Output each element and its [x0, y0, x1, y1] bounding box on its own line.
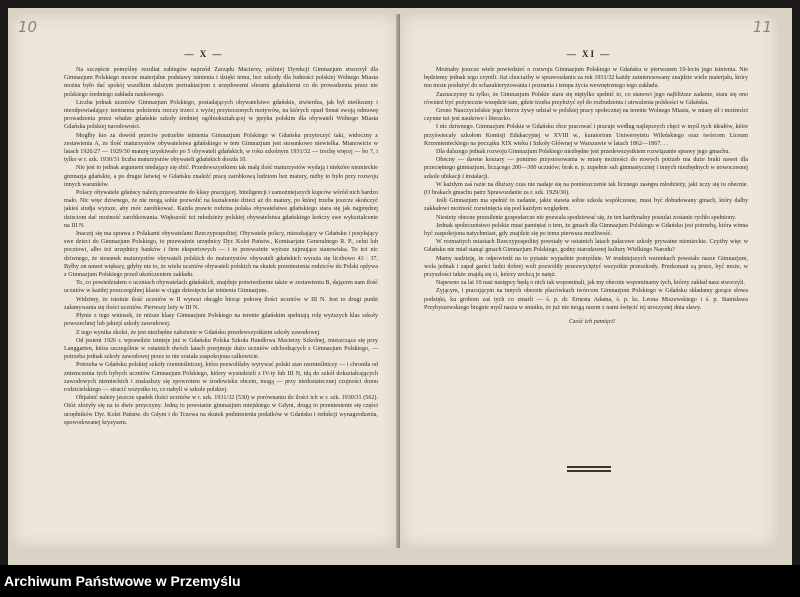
left-page — [10, 14, 398, 548]
paragraph: Niestety obecne przesilenie gospodarcze nie pozwala spodziewać się, że ten kardynalny postulat zostanie rychło spełniony. — [436, 214, 737, 221]
paragraph: Od jesieni 1926 r. wprawdzie istnieje już w Gdańsku Polska Szkoła Handlowa Macierzy Szkolnej, mieszcząca się przy Langgarten, która szczególnie w ostatnich dwóch latach przejmuje dużo uczniów odchodzących z Gimnazjum Polskiego, — potrzeba jednak szkoły zawodowej przez to nie została zaspokojona całkowicie. — [64, 337, 378, 361]
archive-footer — [0, 565, 800, 597]
paragraph: Z tego wynika zkolei, że jest niezbędne założenie w Gdańsku przedewszystkiem szkoły zawodowej. — [76, 329, 321, 336]
paragraph: Grono Nauczycielskie jego bierze żywy udział w polskiej pracy społecznej na terenie Wolnego Miasta, w miarę sił i możności czynne też jest naukowo i literacko. — [424, 108, 748, 123]
paragraph: Potrzeba w Gdańsku polskiej szkoły rzemieślniczej, która pozwoliłaby wyrywać polski stan rzemieślniczy — i chroniła od zniemczenia tych bybych uczniów Gimnazjum Polskiego, którzy wysiedzieli z IV-ty lub III N, idą do szkół dokształcających zawodowych niemieckich i znalazłszy się zpowrotem w środowisku obcem, mogą — przy niedostatecznej czujności domu rodzicielskiego — stracić wszystko to, co nabyli w szkole polskiej. — [64, 362, 378, 393]
closing-rule — [567, 466, 611, 472]
paragraph: Jednak społeczeństwo polskie musi pamiętać o tem, że gmach dla Gimnazjum Polskiego w Gdańsku jest potrzebą, która winna być zaspokojona natychmiast, gdy znajdzie się po temu pierwsza możliwość. — [424, 222, 748, 238]
paragraph: Inaczej się ma sprawa z Polakami obywatelami Rzeczypospolitej. Obywatele polscy, mieszkający w Gdańsku i posyłający swe dzieci do Gimnazjum Polskiego, to przeważnie urzędnicy Dyr. Kolei Państw., Komisarjatu Generalnego R. P., celni lub pocztowi, albo też urzędnicy banków i firm eksportowych — i to przeważnie wyższe zajmujące stanowiska. To też nic dziwnego, że stosunek maturzystów obywateli polskich do maturzystów obywateli gdańskich wyraża się liczbowo 43 : 37. Byłby on nawet większy, gdyby nie to, że wielu uczniów obywateli polskich na skutek przeniesienia rodziców do Polski opływa z Gimnazjum Polskiego przed ukończeniem zakładu. — [64, 231, 378, 279]
right-page — [400, 14, 778, 548]
paragraph: Widzimy, że istotnie ilość uczniów w II wynosi okrągło biorąc połowę ilości uczniów w III N. Jest to drugi punkt załamywania się ilości uczniów. Pierwszy leży w III N. — [64, 296, 378, 311]
paragraph: Na szczęście pomyślny rezultat zabiegów naprzód Zarządu Macierzy, później Dyrekcji Gimnazjum stworzył dla Gimnazjum Polskiego mocne materjalne podstawy istnienia i dzięki temu, bez szkody dla ludności polskiej Wolnego Miasta można było dać spokój wszelkim dalszym pertraktacjom z urzędowemi sferami gdańskiemi co do prowadzenia przez nie polskiego średniego zakładu naukowego. — [64, 67, 378, 98]
paragraph: W rozmaitych miastach Rzeczypospolitej powstały w ostatnich latach pałacowe szkoły prywatne niemieckie. Czyżby więc w Gdańsku nie miał stanąć gmach Gimnazjum Polskiego, godny starodawnej kultury Wielkiego Narodu? — [424, 239, 748, 254]
paragraph: Płynie z tego wniosek, że niższe klasy Gimnazjum Polskiego na terenie gdańskim spełniają rolę wyższych klas szkoły powszechnej lub jakiejś szkoły zawodowej. — [64, 313, 378, 328]
paragraph: Polacy obywatele gdańscy należą przeważnie do klasy pracującej. Inteligencji i zamożniejszych kupców wśród nich bardzo mało. Nic więc dziwnego, że nie mogą sobie pozwolić na kształcenie dzieci aż do matury, po której trzeba jeszcze skończyć jakieś studja wyższe, aby móc zarobkować. Każda prawie rodzina polska obywatelstwa gdańskiego stara się jak najprędzej dzieciom dać możność zarobkowania. Większość też młodzieży polskiej obywatelstwa gdańskiego kończy swe wykształcenie na III N. — [64, 190, 378, 229]
paragraph: Zyjącym, i pracującym na innych obecnie placówkach twórcom Gimnazjum Polskiego w Gdańsku składamy gorące słowa podzięki, ku grobom zaś tych co zmarli — ś. p. dr. Ernesta Adama, ś. p. ks. Leona Miszewskiego i ś. p. Stanisława Przybyszewskiego biegnie myśl nasza w smutku, że już nie mogą razem z nami święcić tej uroczystej dnia sławy. — [424, 288, 748, 311]
paragraph: Mamy nadzieję, że odpowiedź na to pytanie wypadnie pomyślnie. W trudniejszych warunkach powstało nasze Gimnazjum, wola jednak i zapał garści ludzi dobrej woli pozwoliły przezwyciężyć wszystkie przeszkody. Przekonani są przez, być może, w przyszłości także znajdą się ci, którzy zechcą je natęż. — [424, 255, 748, 279]
paragraph: To, co powiedziałem o uczniach obywatelach gdańskich, znajduje potwierdzenie także w zestawieniu B, dającem nam ilość uczniów w każdej poszczególnej klasie w ciągu dziesięciu lat istnienia Gimnazjum. — [64, 280, 378, 295]
paragraph: Obecny — dawne koszary — pomimo przystosowania w miarę możności do nowych potrzeb ma duże braki nawet dla przeciętnego gimnazjum, liczącego 200—300 uczniów; brak n. p. zupełnie sali gimnastycznej i innych niezbędnych w nowoczesnej szkole ubikacji i instalacji. — [424, 157, 748, 180]
page-number: — XI — — [566, 49, 612, 59]
paragraph: W każdym zaś razie na dłuższy czas nie nadaje się na pomieszczenie tak licznego zastępu młodzieży, jaki uczy się tu obecnie. (O brakach gmachu patrz Sprawozdanie za r. szk. 1929/30). — [424, 181, 748, 197]
paragraph: Mogłby kto za dowód przeciw potrzebie istnienia Gimnazjum Polskiego w Gdańsku przytoczyć taki, widoczny z zestawienia A, że ilość maturzystów obywatelstwa gdańskiego w tem Gimnazjum jest stosunkowo niewielka. Mianowicie w latach 1926/27 — 1929/30 maturę uzyskiwało po 5 obywateli gdańskich, w roku szkolnym 1931/32 — trochę więcej — bo 7, i tylko w r. szk. 1930/31 liczba maturzystów obywateli gdańskich doszła 10. — [64, 132, 378, 164]
page-number: — X — — [184, 49, 224, 59]
paragraph: I nic dziwnego. Gimnazjum Polskie w Gdańsku chce pracować i pracuje według najlepszych chęci w myśl tych ideałów, które przyświecały szkołom Komisji Edukacyjnej w XVIII w., kuratoriom Uniwersytetu Wileńskiego oraz twórcom Liceum Krzemienieckiego na początku XIX wieku i Szkoły Głównej w Warszawie w latach 1862—1867. . . — [424, 124, 748, 147]
paragraph: Jeśli Gimnazjum ma spełnić to zadanie, jakie stawia sobie szkoła współczesne, musi być dobudowany gmach, który dałby zakładowi możność rozwinięcia się pod każdym względem. — [424, 198, 748, 213]
paragraph: Napewno za lat 10 nasi następcy będą o nich tak wspominali, jak my obecnie wspominamy tych, którzy zakład nasz stworzyli. — [436, 280, 746, 287]
closing-line: Cześć ich pamięci! — [568, 319, 616, 326]
paragraph: Objaśnić należy jeszcze spadek ilości uczniów w r. szk. 1931/32 (530) w porównaniu do ilości ich w r. szk. 1930/31 (562). Otóż złożyły się na to dwie przyczyny. Jedną to powstanie gimnazjum miejskiego w Gdyni, drugą to przeniesienie się części urzędników Dyr. Kolei Państw. do Gdyni i do Tczewa na skutek podniesienia podatków w Gdańsku i redukcji wynagrodzenia, spowodowanej kryzysem. — [64, 395, 378, 426]
paragraph: Liczba jednak uczniów Gimnazjum Polskiego, posiadających obywatelstwo gdańskie, stwierdza, jak był nieśluszny i nieodpowiadający istotnemu położeniu rzeczy trzeci z wyżej przytoczonych motywów, na których oparł Senat swoją odmowę prowadzenia przez władze gdańskie szkoły średniej ogólnokształcącej w języku polskim dla obywateli Wolnego Miasta Gdańska polskiej narodowości. — [64, 99, 378, 131]
paragraph: Możnaby jeszcze wiele powiedzieć o rozwoju Gimnazjum Polskiego w Gdańsku w pierwszem 10-leciu jego istnienia. Nie będziemy jednak tego czynili. Już chociażby w sprawozdaniu za rok 1931/32 każdy zainteresowany znajdzie wiele materjału, który mu może posłużyć do scharakteryzowania i poznania i tempa życia wewnętrznego tego zakładu. — [424, 67, 748, 90]
paragraph: Nie jest to jednak argument niedający się zbić. Przedewszystkiem tak małą ilość maturzystów wydają i niektóre niemieckie gimnazja gdańskie, a po drugie łatwiej w Gdańsku znaleźć pracę zarobkową ludziom bez matury, niżby to było przy rozwoju innych warunków. — [64, 165, 378, 188]
archive-title: Archiwum Państwowe w Przemyślu — [4, 573, 241, 589]
archive-page-number: 11 — [752, 18, 772, 36]
page-text — [424, 66, 748, 326]
paragraph: Dla dalszego jednak rozwoju Gimnazjum Polskiego niezbędne jest przedewszystkiem rozwiązanie sprawy jego gmachu. — [436, 149, 730, 156]
paragraph: Zaznaczymy tu tylko, że Gimnazjum Polskie stara się niętylko spełnić to, co stanowi jego najbliższe zadanie, stara się ono również być pożyteczne wszędzie tam, gdzie trzeba przyłożyć sył do rozbudzenia i utrwalenia polskości w Gdańsku. — [424, 91, 748, 106]
archive-page-number: 10 — [18, 18, 38, 36]
page-text — [64, 66, 378, 427]
